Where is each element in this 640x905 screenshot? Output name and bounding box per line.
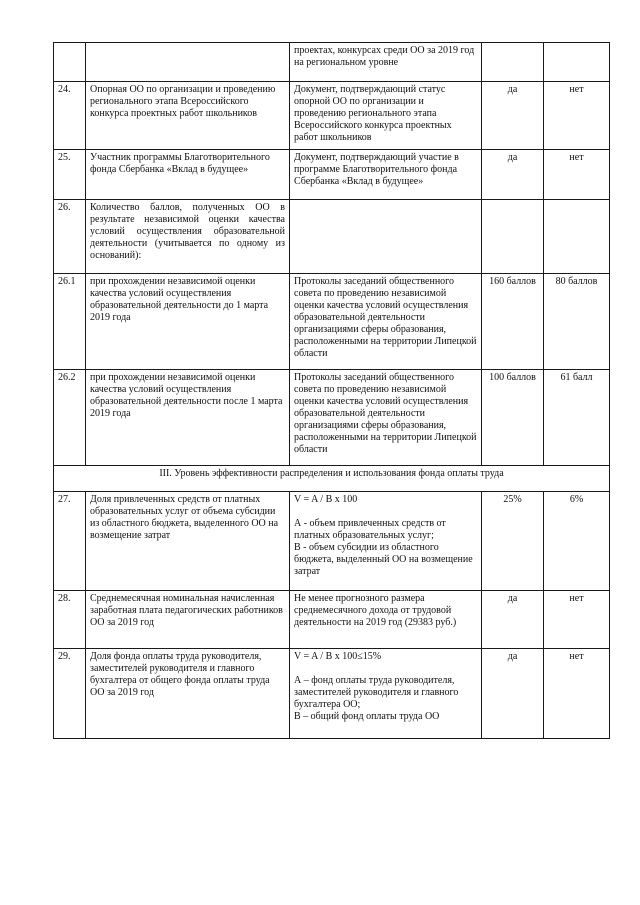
value-high-cell bbox=[482, 200, 544, 274]
table-row-28 bbox=[54, 591, 610, 649]
row-number: 28. bbox=[54, 591, 86, 649]
value-low-cell: 61 балл bbox=[544, 370, 610, 466]
table-row-27 bbox=[54, 492, 610, 591]
row-number: 24. bbox=[54, 82, 86, 150]
indicator-cell: Среднемесячная номинальная начисленная заработная плата педагогических работников ОО за 2019 год bbox=[86, 591, 290, 649]
indicator-cell: Доля фонда оплаты труда руководителя, заместителей руководителя и главного бухгалтера от общего фонда оплаты труда ОО за 2019 год bbox=[86, 649, 290, 739]
indicator-cell: Опорная ОО по организации и проведению регионального этапа Всероссийского конкурса проектных работ школьников bbox=[86, 82, 290, 150]
row-number: 26.2 bbox=[54, 370, 86, 466]
indicator-cell bbox=[86, 43, 290, 82]
value-low-cell: нет bbox=[544, 150, 610, 200]
row-number: 29. bbox=[54, 649, 86, 739]
section-header-row bbox=[54, 466, 610, 492]
table-row-29 bbox=[54, 649, 610, 739]
document-cell bbox=[290, 492, 482, 591]
document-cell bbox=[290, 200, 482, 274]
table-row-continuation bbox=[54, 43, 610, 82]
formula-text: V = A / B x 100 bbox=[294, 494, 358, 505]
row-number: 26.1 bbox=[54, 274, 86, 370]
document-cell: Протоколы заседаний общественного совета по проведению независимой оценки качества условий осуществления образовательной деятельности организациями сферы образования, расположенными на территории Липецкой области bbox=[290, 274, 482, 370]
value-low-cell bbox=[544, 43, 610, 82]
value-low-cell bbox=[544, 200, 610, 274]
row-number: 27. bbox=[54, 492, 86, 591]
value-high-cell: 25% bbox=[482, 492, 544, 591]
value-low-cell: нет bbox=[544, 82, 610, 150]
formula-text: V = A / B x 100≤15% bbox=[294, 651, 382, 662]
value-high-cell bbox=[482, 43, 544, 82]
document-cell: проектах, конкурсах среди ОО за 2019 год на региональном уровне bbox=[290, 43, 482, 82]
formula-notes: А – фонд оплаты труда руководителя, заместителей руководителя и главного бухгалтера ОО; В – общий фонд оплаты труда ОО bbox=[294, 675, 459, 722]
indicator-cell: при прохождении независимой оценки качества условий осуществления образовательной деятельности до 1 марта 2019 года bbox=[86, 274, 290, 370]
indicator-cell: при прохождении независимой оценки качества условий осуществления образовательной деятельности после 1 марта 2019 года bbox=[86, 370, 290, 466]
indicator-cell: Участник программы Благотворительного фонда Сбербанка «Вклад в будущее» bbox=[86, 150, 290, 200]
value-low-cell: 6% bbox=[544, 492, 610, 591]
row-number: 26. bbox=[54, 200, 86, 274]
row-number: 25. bbox=[54, 150, 86, 200]
value-high-cell: да bbox=[482, 150, 544, 200]
indicator-cell: Количество баллов, полученных ОО в результате независимой оценки качества условий осуществления образовательной деятельности (учитывается по одному из оснований): bbox=[86, 200, 290, 274]
value-low-cell: нет bbox=[544, 649, 610, 739]
table-row-25 bbox=[54, 150, 610, 200]
table-row-26 bbox=[54, 200, 610, 274]
value-low-cell: нет bbox=[544, 591, 610, 649]
table-row-26-2 bbox=[54, 370, 610, 466]
table-row-24 bbox=[54, 82, 610, 150]
document-cell bbox=[290, 649, 482, 739]
table-row-26-1 bbox=[54, 274, 610, 370]
criteria-table bbox=[53, 42, 610, 739]
formula-notes: А - объем привлеченных средств от платных образовательных услуг; В - объем субсидии из областного бюджета, выделенный ОО на возмещение затрат bbox=[294, 518, 473, 577]
value-high-cell: 100 баллов bbox=[482, 370, 544, 466]
indicator-cell: Доля привлеченных средств от платных образовательных услуг от объема субсидии из областного бюджета, выделенного ОО на возмещение затрат bbox=[86, 492, 290, 591]
document-cell: Не менее прогнозного размера среднемесячного дохода от трудовой деятельности на 2019 год (29383 руб.) bbox=[290, 591, 482, 649]
section-title: III. Уровень эффективности распределения и использования фонда оплаты труда bbox=[54, 466, 610, 492]
value-high-cell: 160 баллов bbox=[482, 274, 544, 370]
value-high-cell: да bbox=[482, 591, 544, 649]
document-cell: Документ, подтверждающий статус опорной ОО по организации и проведению регионального этапа Всероссийского конкурса проектных работ школьников bbox=[290, 82, 482, 150]
document-cell: Протоколы заседаний общественного совета по проведению независимой оценки качества условий осуществления образовательной деятельности организациями сферы образования, расположенными на территории Липецкой области bbox=[290, 370, 482, 466]
value-low-cell: 80 баллов bbox=[544, 274, 610, 370]
row-number bbox=[54, 43, 86, 82]
document-cell: Документ, подтверждающий участие в программе Благотворительного фонда Сбербанка «Вклад в будущее» bbox=[290, 150, 482, 200]
value-high-cell: да bbox=[482, 649, 544, 739]
value-high-cell: да bbox=[482, 82, 544, 150]
